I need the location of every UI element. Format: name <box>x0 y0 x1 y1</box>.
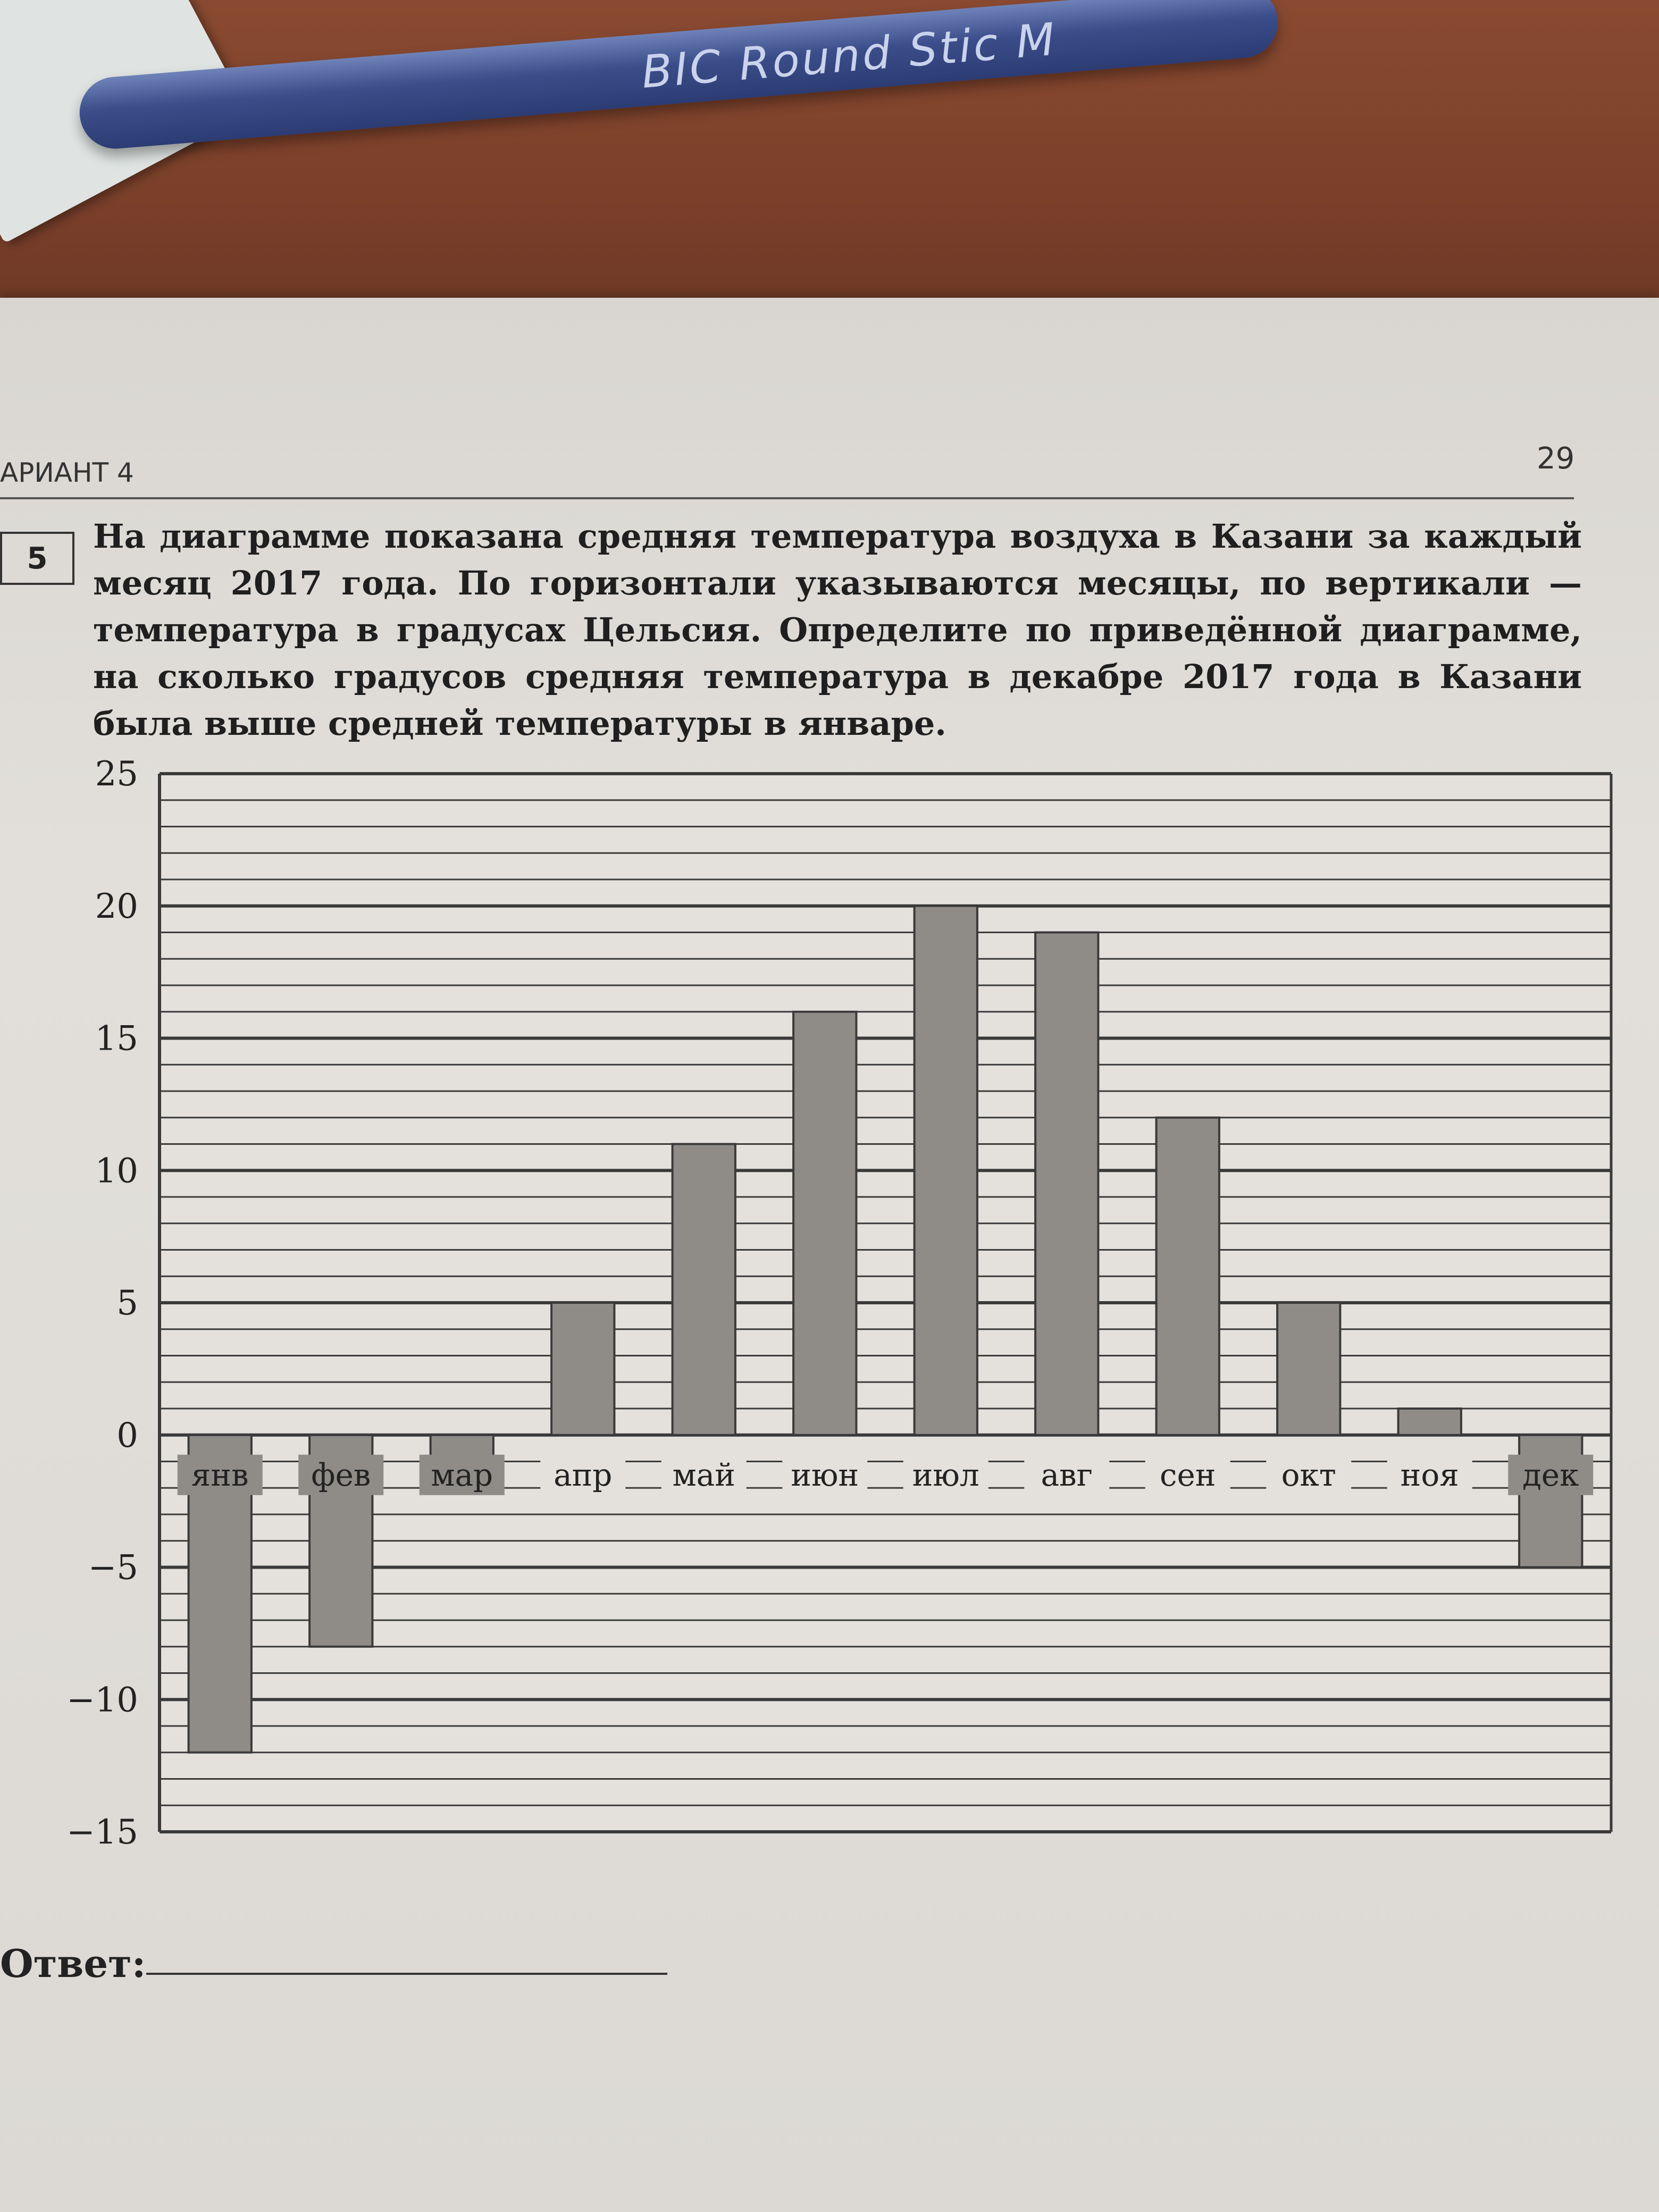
bar-4 <box>673 1144 735 1435</box>
x-tick-label: сен <box>1160 1456 1216 1493</box>
y-tick-label: 5 <box>116 1284 138 1323</box>
bar-5 <box>793 1012 856 1435</box>
x-tick-label: мар <box>431 1456 493 1493</box>
x-tick-label: июл <box>912 1456 979 1493</box>
x-tick-label: авг <box>1041 1456 1093 1493</box>
task-text: На диаграмме показана средняя температура воздуха в Казани за каждый месяц 2017 года. По горизонтали указываются месяцы, по вертикали — температура в градусах Цельсия. Определите по приведённой диаграмме, на сколько градусов средняя температура в декабре 2017 года в Казани была выше средней температуры в январе. <box>93 517 1582 743</box>
x-tick-label: фев <box>311 1456 371 1493</box>
x-tick-label: окт <box>1281 1456 1336 1493</box>
x-tick-label: дек <box>1522 1456 1579 1493</box>
answer-input-line[interactable] <box>146 1973 667 1975</box>
bar-8 <box>1157 1118 1219 1435</box>
x-tick-label: апр <box>554 1456 613 1493</box>
x-tick-label: май <box>672 1456 735 1493</box>
y-tick-label: 25 <box>95 755 138 794</box>
bar-9 <box>1277 1303 1340 1435</box>
bar-10 <box>1398 1409 1461 1435</box>
y-tick-label: 10 <box>95 1151 138 1191</box>
task-number-box: 5 <box>0 532 74 585</box>
y-tick-label: −15 <box>66 1813 138 1852</box>
x-tick-label: ноя <box>1400 1456 1459 1493</box>
bar-6 <box>915 906 977 1435</box>
bar-7 <box>1035 933 1098 1435</box>
page-number: 29 <box>1537 441 1575 476</box>
answer-label: Ответ: <box>0 1941 146 1986</box>
bar-3 <box>551 1303 614 1435</box>
variant-label: АРИАНТ 4 <box>0 457 134 488</box>
y-tick-label: 15 <box>95 1019 138 1059</box>
x-tick-label: июн <box>791 1456 859 1493</box>
x-tick-label: янв <box>191 1456 249 1493</box>
y-tick-label: 20 <box>95 886 138 926</box>
y-tick-label: −10 <box>66 1680 138 1720</box>
pen-brand-text: BIC Round Stic M <box>639 13 1059 98</box>
chart-grid <box>160 774 1611 1832</box>
y-tick-label: 0 <box>116 1415 138 1455</box>
y-tick-label: −5 <box>88 1548 138 1588</box>
